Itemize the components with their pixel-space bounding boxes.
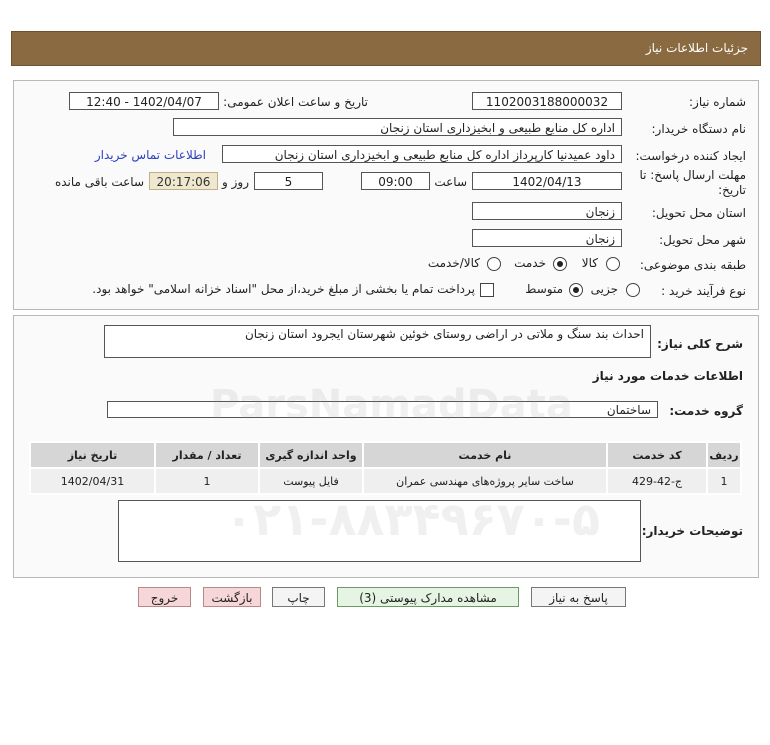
reply-button[interactable]: پاسخ به نیاز	[531, 587, 626, 607]
col-header-unit: واحد اندازه گیری	[259, 442, 363, 468]
print-button[interactable]: چاپ	[272, 587, 325, 607]
creator-label: ایجاد کننده درخواست:	[635, 149, 746, 163]
page-header	[11, 31, 761, 66]
summary-field: احداث بند سنگ و ملاتی در اراضی روستای خوئین شهرستان ایجرود استان زنجان	[104, 325, 651, 358]
announce-date-label: تاریخ و ساعت اعلان عمومی:	[223, 95, 368, 109]
cell-service-name: ساخت سایر پروژه‌های مهندسی عمران	[363, 468, 607, 494]
deadline-time-field: 09:00	[361, 172, 430, 190]
attachments-button[interactable]: مشاهده مدارک پیوستی (3)	[337, 587, 519, 607]
cell-service-code: ج-42-429	[607, 468, 707, 494]
process-option-medium: متوسط	[525, 282, 563, 296]
table-row	[30, 468, 741, 494]
cell-unit: فایل پیوست	[259, 468, 363, 494]
category-option-goods-service: کالا/خدمت	[427, 256, 480, 270]
col-header-need-date: تاریخ نیاز	[30, 442, 155, 468]
cell-need-date: 1402/04/31	[30, 468, 155, 494]
services-section-title: اطلاعات خدمات مورد نیاز	[592, 369, 743, 383]
summary-label: شرح کلی نیاز:	[657, 337, 743, 351]
buyer-notes-field	[118, 500, 641, 562]
need-number-field: 1102003188000032	[472, 92, 622, 110]
announce-date-field: 1402/04/07 - 12:40	[69, 92, 219, 110]
city-field: زنجان	[472, 229, 622, 247]
process-type-label: نوع فرآیند خرید :	[661, 284, 746, 298]
province-label: استان محل تحویل:	[651, 206, 746, 220]
province-field: زنجان	[472, 202, 622, 220]
buyer-notes-label: توضیحات خریدار:	[641, 524, 743, 538]
deadline-date-field: 1402/04/13	[472, 172, 622, 190]
col-header-row-number: ردیف	[707, 442, 741, 468]
col-header-quantity: تعداد / مقدار	[155, 442, 259, 468]
service-group-field: ساختمان	[107, 401, 658, 418]
back-button[interactable]: بازگشت	[203, 587, 261, 607]
treasury-payment-checkbox[interactable]	[480, 283, 494, 297]
col-header-service-code: کد خدمت	[607, 442, 707, 468]
category-radio-service[interactable]	[553, 257, 567, 271]
table-header-row	[30, 442, 741, 468]
need-info-panel	[13, 80, 759, 310]
process-option-minor: جزیی	[590, 282, 618, 296]
category-option-goods: کالا	[581, 256, 598, 270]
process-radio-medium[interactable]	[569, 283, 583, 297]
process-radio-minor[interactable]	[626, 283, 640, 297]
need-number-label: شماره نیاز:	[689, 95, 746, 109]
remaining-time-label: ساعت باقی مانده	[54, 175, 144, 189]
buyer-contact-link[interactable]: اطلاعات تماس خریدار	[94, 148, 206, 162]
deadline-date-label: تاریخ:	[718, 183, 746, 197]
cell-quantity: 1	[155, 468, 259, 494]
remaining-time-field: 20:17:06	[149, 172, 218, 190]
page-title: جزئیات اطلاعات نیاز	[645, 41, 748, 55]
exit-button[interactable]: خروج	[138, 587, 191, 607]
city-label: شهر محل تحویل:	[659, 233, 746, 247]
days-field: 5	[254, 172, 323, 190]
days-label: روز و	[222, 175, 249, 189]
services-table	[29, 441, 742, 495]
col-header-service-name: نام خدمت	[363, 442, 607, 468]
deadline-time-label: ساعت	[434, 175, 467, 189]
buyer-org-field: اداره کل منابع طبیعی و ابخیزداری استان زنجان	[173, 118, 622, 136]
category-option-service: خدمت	[514, 256, 546, 270]
category-label: طبقه بندی موضوعی:	[639, 258, 746, 272]
category-radio-goods-service[interactable]	[487, 257, 501, 271]
category-radio-goods[interactable]	[606, 257, 620, 271]
buyer-org-label: نام دستگاه خریدار:	[651, 122, 746, 136]
treasury-payment-text: پرداخت تمام یا بخشی از مبلغ خرید،از محل "اسناد خزانه اسلامی" خواهد بود.	[92, 282, 475, 296]
cell-row-number: 1	[707, 468, 741, 494]
service-group-label: گروه خدمت:	[669, 404, 743, 418]
deadline-label: مهلت ارسال پاسخ: تا	[639, 168, 746, 182]
creator-field: داود عمیدنیا کارپرداز اداره کل منابع طبیعی و ابخیزداری استان زنجان	[222, 145, 622, 163]
